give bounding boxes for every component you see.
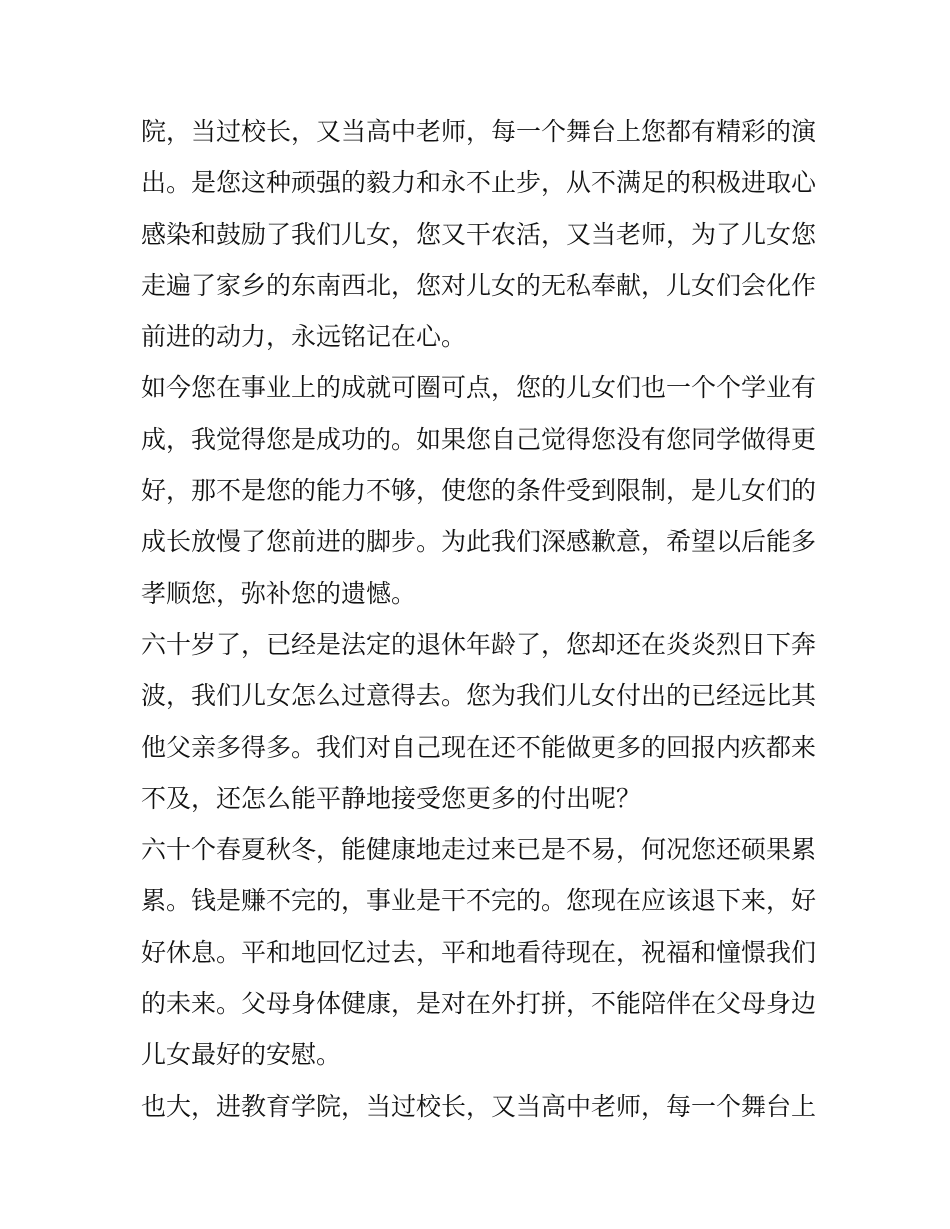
text-line: 波，我们儿女怎么过意得去。您为我们儿女付出的已经远比其 — [141, 681, 817, 711]
text-line: 如今您在事业上的成就可圈可点，您的儿女们也一个个学业有 — [141, 373, 817, 403]
text-line: 好，那不是您的能力不够，使您的条件受到限制，是儿女们的 — [141, 476, 817, 506]
text-line: 成长放慢了您前进的脚步。为此我们深感歉意，希望以后能多 — [141, 527, 817, 557]
text-line: 前进的动力，永远铭记在心。 — [141, 322, 467, 352]
text-line: 院，当过校长，又当高中老师，每一个舞台上您都有精彩的演 — [141, 117, 817, 146]
text-line: 儿女最好的安慰。 — [141, 1040, 342, 1070]
text-line: 他父亲多得多。我们对自己现在还不能做更多的回报内疚都来 — [141, 732, 817, 762]
text-line: 孝顺您，弥补您的遗憾。 — [141, 578, 417, 608]
text-line: 的未来。父母身体健康，是对在外打拼，不能陪伴在父母身边 — [141, 989, 817, 1019]
text-line: 出。是您这种顽强的毅力和永不止步，从不满足的积极进取心 — [141, 168, 817, 198]
text-line: 六十岁了，已经是法定的退休年龄了，您却还在炎炎烈日下奔 — [141, 629, 817, 659]
text-line: 也大，进教育学院，当过校长，又当高中老师，每一个舞台上 — [141, 1091, 817, 1121]
text-line: 累。钱是赚不完的，事业是干不完的。您现在应该退下来，好 — [141, 886, 817, 916]
body-text — [141, 106, 821, 1132]
text-line: 感染和鼓励了我们儿女，您又干农活，又当老师，为了儿女您 — [141, 219, 817, 249]
text-line: 成，我觉得您是成功的。如果您自己觉得您没有您同学做得更 — [141, 424, 817, 454]
text-line: 好休息。平和地回忆过去，平和地看待现在，祝福和憧憬我们 — [141, 937, 817, 967]
text-line: 不及，还怎么能平静地接受您更多的付出呢？ — [141, 783, 642, 813]
text-line: 六十个春夏秋冬，能健康地走过来已是不易，何况您还硕果累 — [141, 835, 817, 865]
text-line: 走遍了家乡的东南西北，您对儿女的无私奉献，儿女们会化作 — [141, 270, 817, 300]
